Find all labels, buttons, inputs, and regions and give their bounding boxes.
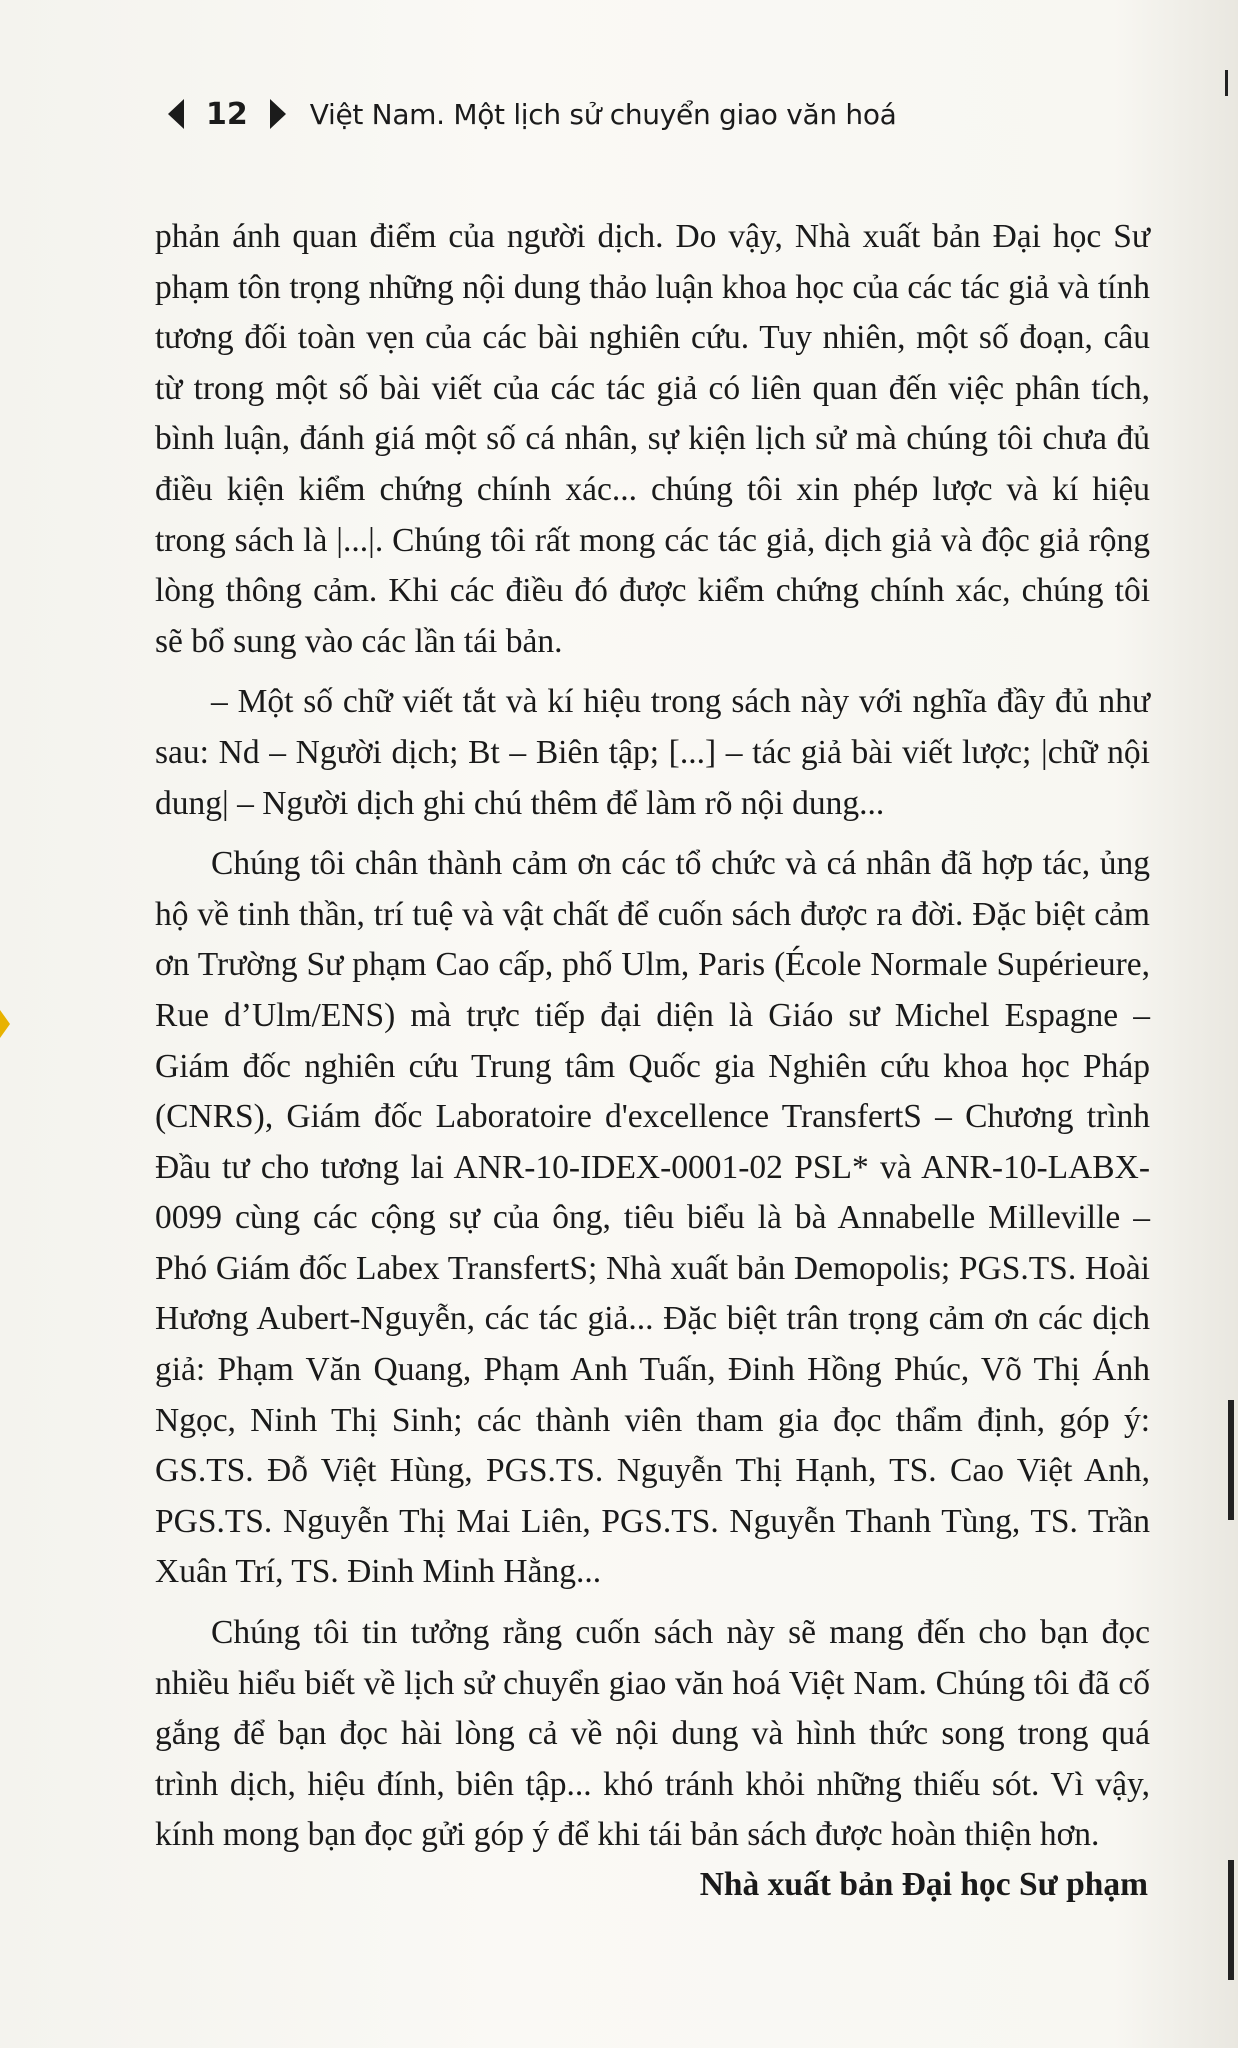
scan-edge-mark (1228, 1860, 1234, 1980)
previous-arrow-icon (168, 99, 184, 129)
paragraph-closing: Chúng tôi tin tưởng rằng cuốn sách này sẽ mang đến cho bạn đọc nhiều hiểu biết về lịch sử chuyển giao văn hoá Việt Nam. Chúng tôi đã cố gắng để bạn đọc hài lòng cả về nội dung và hình thức song trong quá trình dịch, hiệu đính, biên tập... khó tránh khỏi những thiếu sót. Vì vậy, kính mong bạn đọc gửi góp ý để khi tái bản sách được hoàn thiện hơn. (155, 1614, 1150, 1854)
scan-edge-mark (1228, 1400, 1234, 1520)
scan-artifact-mark (0, 1010, 10, 1038)
paragraph-continued: phản ánh quan điểm của người dịch. Do vậy, Nhà xuất bản Đại học Sư phạm tôn trọng những nội dung thảo luận khoa học của các tác giả và tính tương đối toàn vẹn của các bài nghiên cứu. Tuy nhiên, một số đoạn, câu từ trong một số bài viết của các tác giả có liên quan đến việc phân tích, bình luận, đánh giá một số cá nhân, sự kiện lịch sử mà chúng tôi chưa đủ điều kiện kiểm chứng chính xác... chúng tôi xin phép lược và kí hiệu trong sách là |...|. Chúng tôi rất mong các tác giả, dịch giả và độc giả rộng lòng thông cảm. Khi các điều đó được kiểm chứng chính xác, chúng tôi sẽ bổ sung vào các lần tái bản. (155, 218, 1150, 660)
running-header (168, 88, 897, 140)
paragraph-abbreviations: – Một số chữ viết tắt và kí hiệu trong sách này với nghĩa đầy đủ như sau: Nd – Người dịch; Bt – Biên tập; [...] – tác giả bài viết lược; |chữ nội dung| – Người dịch ghi chú thêm để làm rõ nội dung... (155, 683, 1150, 822)
publisher-signature: Nhà xuất bản Đại học Sư phạm (699, 1866, 1148, 1903)
paragraph-acknowledgements: Chúng tôi chân thành cảm ơn các tổ chức và cá nhân đã hợp tác, ủng hộ về tinh thần, trí tuệ và vật chất để cuốn sách được ra đời. Đặc biệt cảm ơn Trường Sư phạm Cao cấp, phố Ulm, Paris (École Normale Supérieure, Rue d’Ulm/ENS) mà trực tiếp đại diện là Giáo sư Michel Espagne – Giám đốc nghiên cứu Trung tâm Quốc gia Nghiên cứu khoa học Pháp (CNRS), Giám đốc Laboratoire d'excellence TransfertS – Chương trình Đầu tư cho tương lai ANR-10-IDEX-0001-02 PSL* và ANR-10-LABX-0099 cùng các cộng sự của ông, tiêu biểu là bà Annabelle Milleville – Phó Giám đốc Labex TransfertS; Nhà xuất bản Demopolis; PGS.TS. Hoài Hương Aubert-Nguyễn, các tác giả... Đặc biệt trân trọng cảm ơn các dịch giả: Phạm Văn Quang, Phạm Anh Tuấn, Đinh Hồng Phúc, Võ Thị Ánh Ngọc, Ninh Thị Sinh; các thành viên tham gia đọc thẩm định, góp ý: GS.TS. Đỗ Việt Hùng, PGS.TS. Nguyễn Thị Hạnh, TS. Cao Việt Anh, PGS.TS. Nguyễn Thị Mai Liên, PGS.TS. Nguyễn Thanh Tùng, TS. Trần Xuân Trí, TS. Đinh Minh Hằng... (155, 845, 1150, 1591)
scan-edge-mark (1225, 70, 1228, 96)
page-number: 12 (206, 96, 248, 132)
next-arrow-icon (270, 99, 286, 129)
running-title: Việt Nam. Một lịch sử chuyển giao văn hoá (309, 97, 897, 131)
body-text (155, 212, 1150, 1871)
